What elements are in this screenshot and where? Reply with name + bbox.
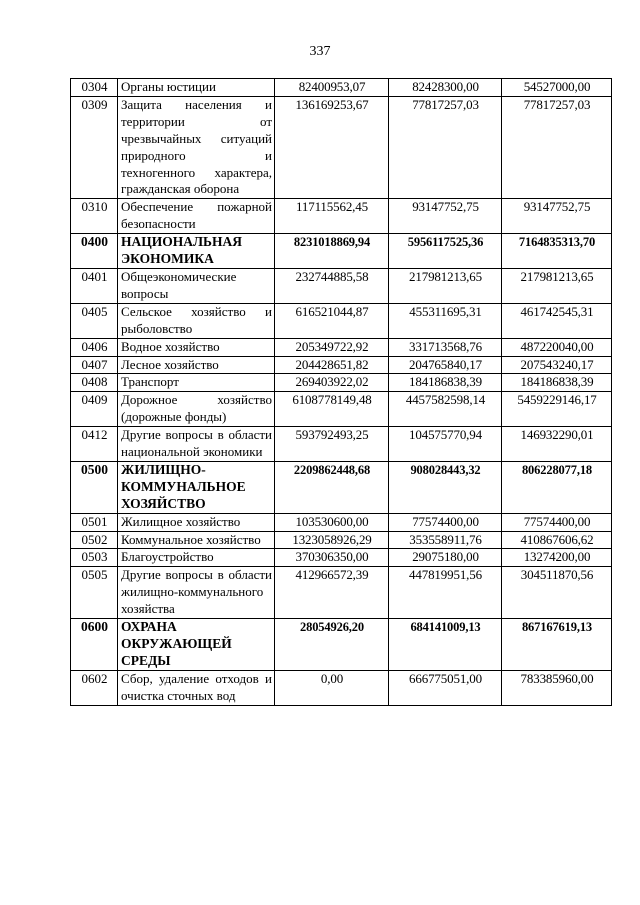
row-name: Лесное хозяйство bbox=[118, 356, 275, 374]
row-value-1: 232744885,58 bbox=[275, 268, 389, 303]
table-row bbox=[71, 670, 612, 705]
table-row bbox=[71, 96, 612, 198]
row-value-1: 269403922,02 bbox=[275, 374, 389, 392]
row-value-2: 77817257,03 bbox=[389, 96, 502, 198]
row-value-2: 217981213,65 bbox=[389, 268, 502, 303]
row-value-2: 331713568,76 bbox=[389, 338, 502, 356]
row-name: НАЦИОНАЛЬНАЯ ЭКОНОМИКА bbox=[118, 234, 275, 269]
row-value-1: 103530600,00 bbox=[275, 513, 389, 531]
row-name: Сельское хозяйство и рыболовство bbox=[118, 303, 275, 338]
row-code: 0409 bbox=[71, 392, 118, 427]
row-code: 0600 bbox=[71, 619, 118, 671]
row-value-3: 146932290,01 bbox=[502, 427, 612, 462]
section-row bbox=[71, 234, 612, 269]
row-name: Транспорт bbox=[118, 374, 275, 392]
row-value-3: 77574400,00 bbox=[502, 513, 612, 531]
row-value-3: 410867606,62 bbox=[502, 531, 612, 549]
row-code: 0405 bbox=[71, 303, 118, 338]
section-row bbox=[71, 461, 612, 513]
table-row bbox=[71, 303, 612, 338]
row-code: 0309 bbox=[71, 96, 118, 198]
row-code: 0412 bbox=[71, 427, 118, 462]
table-row bbox=[71, 199, 612, 234]
page-number: 337 bbox=[309, 44, 331, 59]
row-code: 0310 bbox=[71, 199, 118, 234]
table-row bbox=[71, 549, 612, 567]
row-name: Защита населения и территории от чрезвычайных ситуаций природного и техногенного характера, гражданская оборона bbox=[118, 96, 275, 198]
budget-table-body bbox=[71, 79, 612, 706]
row-value-2: 29075180,00 bbox=[389, 549, 502, 567]
table-row bbox=[71, 513, 612, 531]
row-code: 0505 bbox=[71, 567, 118, 619]
row-value-3: 487220040,00 bbox=[502, 338, 612, 356]
row-value-1: 136169253,67 bbox=[275, 96, 389, 198]
row-value-3: 77817257,03 bbox=[502, 96, 612, 198]
row-value-1: 82400953,07 bbox=[275, 79, 389, 97]
row-value-3: 13274200,00 bbox=[502, 549, 612, 567]
row-value-1: 1323058926,29 bbox=[275, 531, 389, 549]
row-value-2: 4457582598,14 bbox=[389, 392, 502, 427]
budget-table bbox=[70, 78, 612, 706]
row-value-1: 28054926,20 bbox=[275, 619, 389, 671]
row-name: Благоустройство bbox=[118, 549, 275, 567]
row-value-3: 867167619,13 bbox=[502, 619, 612, 671]
table-row bbox=[71, 79, 612, 97]
row-name: ЖИЛИЩНО-КОММУНАЛЬНОЕ ХОЗЯЙСТВО bbox=[118, 461, 275, 513]
row-value-3: 184186838,39 bbox=[502, 374, 612, 392]
row-value-1: 593792493,25 bbox=[275, 427, 389, 462]
row-code: 0408 bbox=[71, 374, 118, 392]
row-code: 0602 bbox=[71, 670, 118, 705]
row-name: ОХРАНА ОКРУЖАЮЩЕЙ СРЕДЫ bbox=[118, 619, 275, 671]
row-value-2: 684141009,13 bbox=[389, 619, 502, 671]
row-value-2: 82428300,00 bbox=[389, 79, 502, 97]
row-value-3: 461742545,31 bbox=[502, 303, 612, 338]
row-code: 0304 bbox=[71, 79, 118, 97]
row-name: Дорожное хозяйство (дорожные фонды) bbox=[118, 392, 275, 427]
table-row bbox=[71, 531, 612, 549]
row-code: 0406 bbox=[71, 338, 118, 356]
table-row bbox=[71, 356, 612, 374]
row-value-3: 207543240,17 bbox=[502, 356, 612, 374]
row-value-2: 77574400,00 bbox=[389, 513, 502, 531]
row-code: 0503 bbox=[71, 549, 118, 567]
row-value-2: 204765840,17 bbox=[389, 356, 502, 374]
row-value-3: 93147752,75 bbox=[502, 199, 612, 234]
row-value-2: 666775051,00 bbox=[389, 670, 502, 705]
row-code: 0502 bbox=[71, 531, 118, 549]
row-name: Сбор, удаление отходов и очистка сточных вод bbox=[118, 670, 275, 705]
row-name: Другие вопросы в области жилищно-коммунального хозяйства bbox=[118, 567, 275, 619]
row-name: Обеспечение пожарной безопасности bbox=[118, 199, 275, 234]
row-code: 0401 bbox=[71, 268, 118, 303]
row-value-3: 304511870,56 bbox=[502, 567, 612, 619]
row-value-3: 5459229146,17 bbox=[502, 392, 612, 427]
row-code: 0400 bbox=[71, 234, 118, 269]
table-row bbox=[71, 338, 612, 356]
row-value-1: 204428651,82 bbox=[275, 356, 389, 374]
row-value-1: 412966572,39 bbox=[275, 567, 389, 619]
row-value-1: 205349722,92 bbox=[275, 338, 389, 356]
row-value-3: 54527000,00 bbox=[502, 79, 612, 97]
table-row bbox=[71, 427, 612, 462]
table-row bbox=[71, 374, 612, 392]
row-value-3: 217981213,65 bbox=[502, 268, 612, 303]
row-value-1: 370306350,00 bbox=[275, 549, 389, 567]
section-row bbox=[71, 619, 612, 671]
row-value-3: 783385960,00 bbox=[502, 670, 612, 705]
row-value-3: 7164835313,70 bbox=[502, 234, 612, 269]
row-code: 0500 bbox=[71, 461, 118, 513]
table-row bbox=[71, 392, 612, 427]
row-value-2: 455311695,31 bbox=[389, 303, 502, 338]
row-value-1: 2209862448,68 bbox=[275, 461, 389, 513]
row-value-2: 5956117525,36 bbox=[389, 234, 502, 269]
table-row bbox=[71, 268, 612, 303]
row-code: 0501 bbox=[71, 513, 118, 531]
row-value-2: 104575770,94 bbox=[389, 427, 502, 462]
row-value-1: 117115562,45 bbox=[275, 199, 389, 234]
row-value-3: 806228077,18 bbox=[502, 461, 612, 513]
row-name: Общеэкономические вопросы bbox=[118, 268, 275, 303]
row-value-2: 353558911,76 bbox=[389, 531, 502, 549]
row-value-2: 93147752,75 bbox=[389, 199, 502, 234]
row-value-1: 8231018869,94 bbox=[275, 234, 389, 269]
row-value-1: 6108778149,48 bbox=[275, 392, 389, 427]
row-value-1: 616521044,87 bbox=[275, 303, 389, 338]
row-value-2: 908028443,32 bbox=[389, 461, 502, 513]
table-row bbox=[71, 567, 612, 619]
row-name: Жилищное хозяйство bbox=[118, 513, 275, 531]
row-name: Органы юстиции bbox=[118, 79, 275, 97]
row-value-2: 447819951,56 bbox=[389, 567, 502, 619]
row-name: Коммунальное хозяйство bbox=[118, 531, 275, 549]
row-value-1: 0,00 bbox=[275, 670, 389, 705]
row-name: Водное хозяйство bbox=[118, 338, 275, 356]
row-value-2: 184186838,39 bbox=[389, 374, 502, 392]
row-name: Другие вопросы в области национальной экономики bbox=[118, 427, 275, 462]
row-code: 0407 bbox=[71, 356, 118, 374]
